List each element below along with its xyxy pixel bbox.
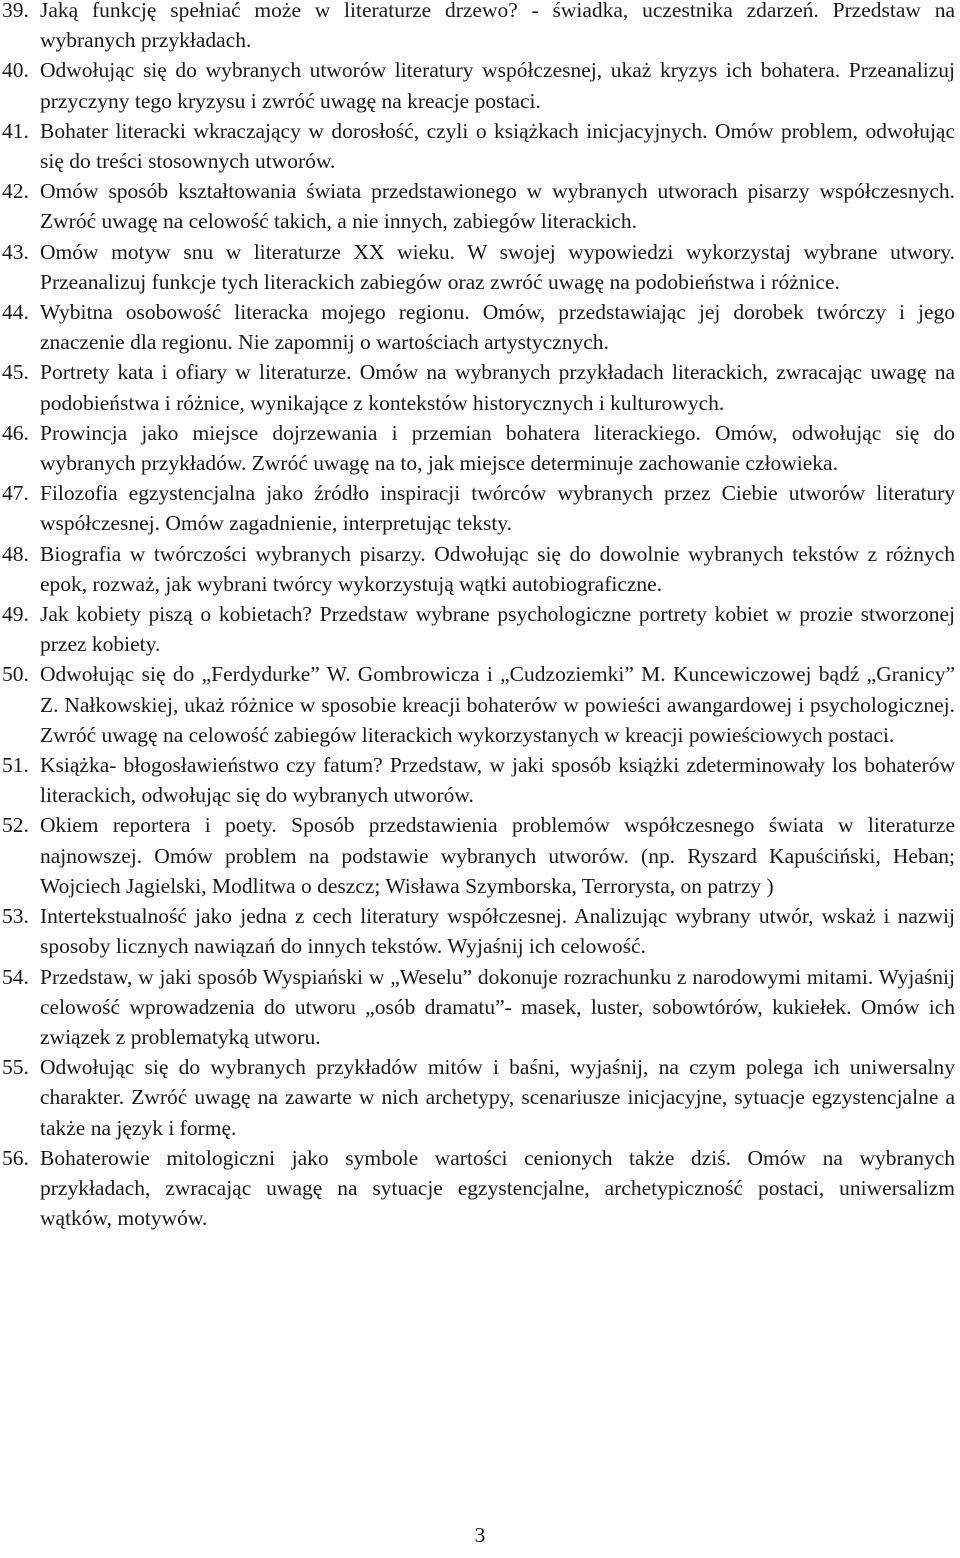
- list-item: [0, 1143, 955, 1234]
- list-item: [0, 237, 955, 297]
- item-number: 50.: [2, 662, 29, 687]
- item-number: 52.: [2, 813, 29, 838]
- list-item: [0, 176, 955, 236]
- item-text: Wybitna osobowość literacka mojego regionu. Omów, przedstawiając jej dorobek twórczy i jego znaczenie dla regionu. Nie zapomnij o wartościach artystycznych.: [40, 300, 955, 355]
- item-number: 42.: [2, 179, 29, 204]
- list-item: [0, 599, 955, 659]
- item-text: Jak kobiety piszą o kobietach? Przedstaw wybrane psychologiczne portrety kobiet w prozie stworzonej przez kobiety.: [40, 602, 955, 657]
- list-item: [0, 55, 955, 115]
- item-text: Omów sposób kształtowania świata przedstawionego w wybranych utworach pisarzy współczesnych. Zwróć uwagę na celowość takich, a nie innych, zabiegów literackich.: [40, 179, 955, 234]
- item-text: Jaką funkcję spełniać może w literaturze drzewo? - świadka, uczestnika zdarzeń. Przedstaw na wybranych przykładach.: [40, 0, 955, 53]
- item-number: 40.: [2, 58, 29, 83]
- item-number: 41.: [2, 118, 29, 143]
- item-number: 45.: [2, 360, 29, 385]
- item-text: Odwołując się do „Ferdydurke” W. Gombrowicza i „Cudzoziemki” M. Kuncewiczowej bądź „Granicy” Z. Nałkowskiej, ukaż różnice w sposobie kreacji bohaterów w powieści awangardowej i psychologicznej. Zwróć uwagę na celowość zabiegów literackich wykorzystanych w kreacji powieściowych postaci.: [40, 662, 955, 747]
- list-item: [0, 901, 955, 961]
- list-item: [0, 478, 955, 538]
- item-text: Intertekstualność jako jedna z cech literatury współczesnej. Analizując wybrany utwór, wskaż i nazwij sposoby licznych nawiązań do innych tekstów. Wyjaśnij ich celowość.: [40, 904, 955, 959]
- item-text: Portrety kata i ofiary w literaturze. Omów na wybranych przykładach literackich, zwracając uwagę na podobieństwa i różnice, wynikające z kontekstów historycznych i kulturowych.: [40, 360, 955, 415]
- item-number: 56.: [2, 1145, 29, 1170]
- item-text: Biografia w twórczości wybranych pisarzy. Odwołując się do dowolnie wybranych tekstów z różnych epok, rozważ, jak wybrani twórcy wykorzystują wątki autobiograficzne.: [40, 541, 955, 596]
- item-number: 43.: [2, 239, 29, 264]
- list-item: [0, 418, 955, 478]
- item-text: Odwołując się do wybranych utworów literatury współczesnej, ukaż kryzys ich bohatera. Przeanalizuj przyczyny tego kryzysu i zwróć uwagę na kreacje postaci.: [40, 58, 955, 113]
- list-item: [0, 539, 955, 599]
- item-text: Bohaterowie mitologiczni jako symbole wartości cenionych także dziś. Omów na wybranych przykładach, zwracając uwagę na sytuacje egzystencjalne, archetypiczność postaci, uniwersalizm wątków, motywów.: [40, 1145, 955, 1231]
- list-item: [0, 1052, 955, 1143]
- list-item: [0, 297, 955, 357]
- item-number: 55.: [2, 1055, 29, 1080]
- item-text: Książka- błogosławieństwo czy fatum? Przedstaw, w jaki sposób książki zdeterminowały los bohaterów literackich, odwołując się do wybranych utworów.: [40, 753, 955, 808]
- item-text: Omów motyw snu w literaturze XX wieku. W swojej wypowiedzi wykorzystaj wybrane utwory. Przeanalizuj funkcje tych literackich zabiegów oraz zwróć uwagę na podobieństwa i różnice.: [40, 239, 955, 294]
- item-text: Przedstaw, w jaki sposób Wyspiański w „Weselu” dokonuje rozrachunku z narodowymi mitami. Wyjaśnij celowość wprowadzenia do utworu „osób dramatu”- masek, luster, sobowtórów, kukiełek. Omów ich związek z problematyką utworu.: [40, 964, 955, 1049]
- item-number: 51.: [2, 753, 29, 778]
- item-text: Okiem reportera i poety. Sposób przedstawienia problemów współczesnego świata w literaturze najnowszej. Omów problem na podstawie wybranych utworów. (np. Ryszard Kapuściński, Heban; Wojciech Jagielski, Modlitwa o deszcz; Wisława Szymborska, Terrorysta, on patrzy ): [40, 813, 955, 898]
- item-text: Odwołując się do wybranych przykładów mitów i baśni, wyjaśnij, na czym polega ich uniwersalny charakter. Zwróć uwagę na zawarte w nich archetypy, scenariusze inicjacyjne, sytuacje egzystencjalne a także na język i formę.: [40, 1055, 955, 1140]
- list-item: [0, 810, 955, 901]
- item-number: 49.: [2, 602, 29, 627]
- list-item: [0, 962, 955, 1053]
- list-item: [0, 750, 955, 810]
- list-item: [0, 357, 955, 417]
- item-text: Filozofia egzystencjalna jako źródło inspiracji twórców wybranych przez Ciebie utworów literatury współczesnej. Omów zagadnienie, interpretując teksty.: [40, 481, 955, 536]
- item-text: Prowincja jako miejsce dojrzewania i przemian bohatera literackiego. Omów, odwołując się do wybranych przykładów. Zwróć uwagę na to, jak miejsce determinuje zachowanie człowieka.: [40, 420, 955, 476]
- item-number: 48.: [2, 541, 29, 566]
- item-number: 53.: [2, 904, 29, 929]
- page-number: 3: [474, 1523, 486, 1547]
- list-item: [0, 0, 955, 55]
- item-number: 46.: [2, 420, 29, 445]
- list-item: [0, 659, 955, 750]
- item-text: Bohater literacki wkraczający w dorosłość, czyli o książkach inicjacyjnych. Omów problem, odwołując się do treści stosownych utworów.: [40, 118, 955, 174]
- item-number: 39.: [2, 0, 29, 22]
- item-number: 47.: [2, 481, 29, 506]
- item-number: 54.: [2, 964, 29, 989]
- item-number: 44.: [2, 300, 29, 325]
- list-item: [0, 116, 955, 176]
